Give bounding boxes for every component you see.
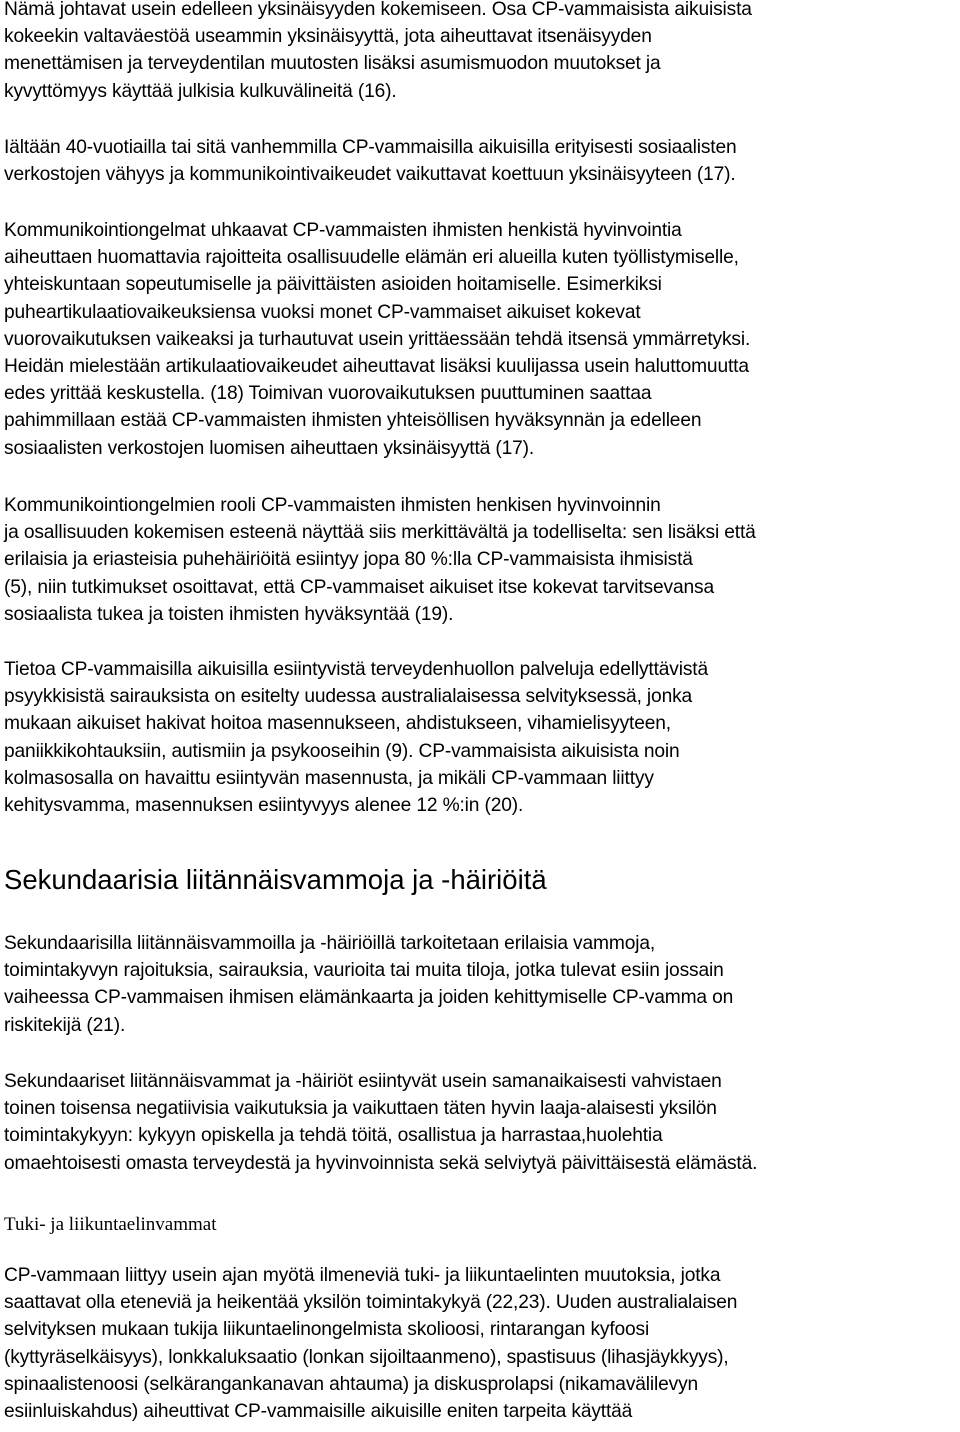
text-line: esiinluiskahdus) aiheuttivat CP-vammaisille aikuisille eniten tarpeita käyttää [4,1401,633,1423]
text-line: (5), niin tutkimukset osoittavat, että CP-vammaiset aikuiset itse kokevat tarvitsevansa [4,576,714,598]
paragraph-loneliness-intro [4,0,960,105]
text-line: vuorovaikutuksen vaikeaksi ja turhautuvat usein yrittäessään tehdä itsensä ymmärretyksi. [4,328,751,350]
text-line: kyvyttömyys käyttää julkisia kulkuvälineitä (16). [4,80,397,102]
text-line: edes yrittää keskustella. (18) Toimivan vuorovaikutuksen puuttuminen saattaa [4,383,652,405]
text-line: yhteiskuntaan sopeutumiselle ja päivittäisten asioiden hoitamiselle. Esimerkiksi [4,274,662,296]
text-line: CP-vammaan liittyy usein ajan myötä ilmeneviä tuki- ja liikuntaelinten muutoksia, jotka [4,1265,721,1286]
text-line: puheartikulaatiovaikeuksiensa vuoksi monet CP-vammaiset aikuiset kokevat [4,301,641,323]
text-line: sosiaalista tukea ja toisten ihmisten hyväksyntää (19). [4,603,454,625]
text-line: kehitysvamma, masennuksen esiintyvyys alenee 12 %:in (20). [4,795,524,817]
text-line: Kommunikointiongelmien rooli CP-vammaisten ihmisten henkisen hyvinvoinnin [4,495,661,516]
text-line: Sekundaariset liitännäisvammat ja -häiriöt esiintyvät usein samanaikaisesti vahvistaen [4,1071,722,1092]
text-line: pahimmillaan estää CP-vammaisten ihmisten yhteisöllisen hyväksynnän ja edelleen [4,410,702,432]
text-line: kolmasosalla on havaittu esiintyvän masennusta, ja mikäli CP-vammaan liittyy [4,767,654,789]
text-line: Nämä johtavat usein edelleen yksinäisyyden kokemiseen. Osa CP-vammaisista aikuisista [4,0,752,20]
paragraph-communication-role [4,492,960,628]
text-line: toinen toisensa negatiivisia vaikutuksia ja vaikuttaen täten hyvin laaja-alaisesti yksilön [4,1098,717,1120]
text-line: omaehtoisesti omasta terveydestä ja hyvinvoinnista sekä selviytyä päivittäisestä elämästä. [4,1152,758,1174]
text-line: selvityksen mukaan tukija liikuntaelinongelmista skolioosi, rintarangan kyfoosi [4,1319,650,1341]
paragraph-psychiatric-illness [4,656,960,819]
text-line: paniikkikohtauksiin, autismiin ja psykooseihin (9). CP-vammaisista aikuisista noin [4,740,680,762]
text-line: Heidän mielestään artikulaatiovaikeudet aiheuttavat lisäksi kuulijassa usein haluttomuutta [4,356,749,378]
text-line: kokeekin valtaväestöä useammin yksinäisyyttä, jota aiheuttavat itsenäisyyden [4,26,652,48]
paragraph-age-40 [4,134,960,188]
section-heading: Sekundaarisia liitännäisvammoja ja -häiriöitä [4,864,547,895]
text-line: (kyttyräselkäisyys), lonkkaluksaatio (lonkan sijoiltaanmeno), spastisuus (lihasjäykkyys), [4,1346,729,1368]
text-line: Kommunikointiongelmat uhkaavat CP-vammaisten ihmisten henkistä hyvinvointia [4,220,682,241]
text-line: psyykkisistä sairauksista on esitelty uudessa australialaisessa selvityksessä, jonka [4,686,693,708]
text-line: sosiaalisten verkostojen luomisen aiheuttaen yksinäisyyttä (17). [4,437,535,459]
text-line: vaiheessa CP-vammaisen ihmisen elämänkaarta ja joiden kehittymiselle CP-vamma on [4,987,734,1009]
paragraph-secondary-definition [4,930,960,1039]
text-line: Sekundaarisilla liitännäisvammoilla ja -häiriöillä tarkoitetaan erilaisia vammoja, [4,933,656,954]
text-line: menettämisen ja terveydentilan muutosten lisäksi asumismuodon muutokset ja [4,53,661,75]
text-line: toimintakykyyn: kykyyn opiskella ja tehdä töitä, osallistua ja harrastaa,huolehtia [4,1125,663,1147]
text-line: spinaalistenoosi (selkärangankanavan ahtauma) ja diskusprolapsi (nikamavälilevyn [4,1373,699,1395]
text-line: ja osallisuuden kokemisen esteenä näyttää siis merkittävältä ja todelliselta: sen lisäksi että [4,522,756,544]
text-line: aiheuttaen huomattavia rajoitteita osallisuudelle elämän eri alueilla kuten työllistymiselle, [4,247,739,269]
paragraph-musculoskeletal [4,1262,960,1425]
text-line: riskitekijä (21). [4,1014,126,1036]
text-line: Tietoa CP-vammaisilla aikuisilla esiintyvistä terveydenhuollon palveluja edellyttävistä [4,659,708,680]
text-line: Iältään 40-vuotiailla tai sitä vanhemmilla CP-vammaisilla aikuisilla erityisesti sosiaalisten [4,137,737,158]
paragraph-communication-problems [4,217,960,462]
text-line: mukaan aikuiset hakivat hoitoa masennukseen, ahdistukseen, vihamielisyyteen, [4,713,671,735]
paragraph-secondary-effects [4,1068,960,1177]
text-line: verkostojen vähyys ja kommunikointivaikeudet vaikuttavat koettuun yksinäisyyteen (17). [4,164,736,186]
text-line: toimintakyvyn rajoituksia, sairauksia, vaurioita tai muita tiloja, jotka tulevat esiin jossain [4,960,724,982]
text-line: erilaisia ja eriasteisia puhehäiriöitä esiintyy jopa 80 %:lla CP-vammaisista ihmisistä [4,549,693,571]
text-line: saattavat olla eteneviä ja heikentää yksilön toimintakykyä (22,23). Uuden australialaisen [4,1292,738,1314]
subsection-heading: Tuki- ja liikuntaelinvammat [4,1214,217,1235]
